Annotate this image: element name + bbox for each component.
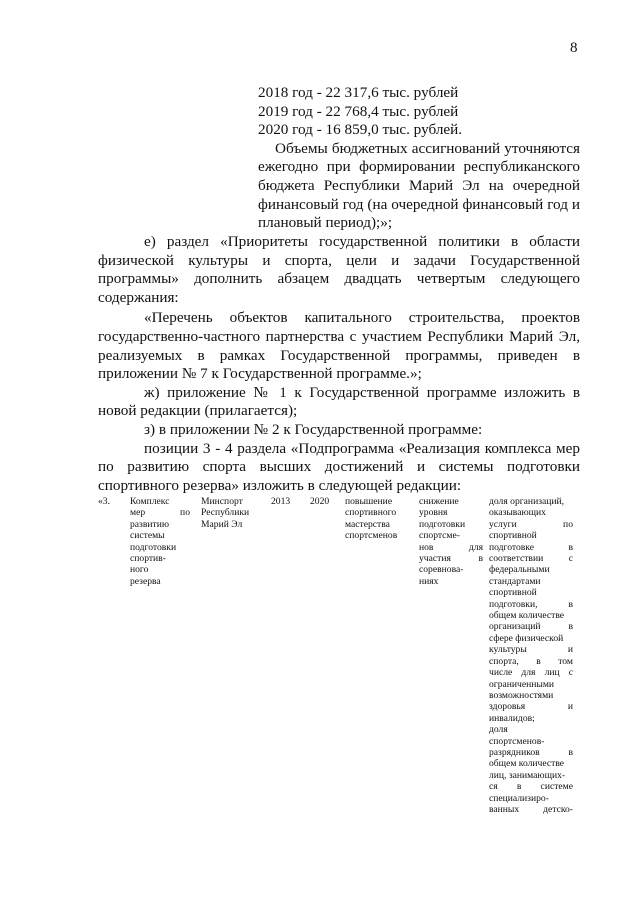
executor-line: Республики	[201, 507, 250, 519]
risk-line: подготовки	[419, 518, 466, 530]
indicators-cell	[489, 496, 573, 815]
result-line: спортсменов	[345, 530, 398, 542]
paragraph-z: з) в приложении № 2 к Государственной программе:	[144, 420, 483, 438]
paragraph-positions: позиции 3 - 4 раздела «Подпрограмма «Реализация комплекса мер по развитию спорта высших достижений и системы подготовки спортивного резерва» изложить в следующей редакции:	[98, 439, 580, 494]
indicator-line: спортсменов-	[489, 735, 545, 747]
result-line: мастерства	[345, 518, 390, 530]
indicator-line: общем количестве	[489, 610, 565, 622]
indicator-line: соответствии с	[489, 553, 573, 565]
indicator-line: культуры и	[489, 644, 573, 656]
executor-line: Минспорт	[201, 496, 243, 507]
executor-line: Марий Эл	[201, 518, 243, 530]
risk-line: ниях	[419, 575, 439, 587]
risk-line: соревнова-	[419, 564, 464, 576]
program-table-row	[98, 496, 580, 891]
risk-line: спортсме-	[419, 530, 460, 542]
indicator-line: ся в системе	[489, 781, 573, 793]
start-year: 2013	[271, 496, 291, 507]
indicator-line: лиц, занимающих-	[489, 769, 566, 781]
measure-name-line: мер по	[130, 507, 190, 519]
measure-name-line: развитию	[130, 518, 170, 530]
indicator-line: спортивной	[489, 587, 537, 599]
indicator-line: числе для лиц с	[489, 667, 573, 679]
indicator-line: доля	[489, 724, 508, 736]
indicator-line: услуги по	[489, 518, 573, 530]
measure-name-line: подготовки	[130, 541, 177, 553]
indicator-line: ванных детско-	[489, 803, 573, 815]
indicator-line: оказывающих	[489, 507, 546, 519]
indicator-line: специализиро-	[489, 792, 549, 804]
funding-line: 2018 год - 22 317,6 тыс. рублей	[258, 84, 459, 101]
risk-line: снижение	[419, 496, 459, 507]
risk-line: участия в	[419, 553, 483, 565]
risk-line: уровня	[419, 507, 448, 519]
funding-block	[258, 84, 580, 233]
executor-cell	[201, 496, 263, 530]
indicator-line: стандартами	[489, 575, 541, 587]
funding-line: 2020 год - 16 859,0 тыс. рублей.	[258, 121, 463, 139]
measure-name-line: ного	[130, 564, 149, 576]
indicator-line: общем количестве	[489, 758, 565, 770]
page-number: 8	[570, 40, 578, 56]
indicator-line: инвалидов;	[489, 712, 535, 724]
indicator-line: разрядников в	[489, 746, 573, 758]
indicator-line: доля организаций,	[489, 496, 565, 507]
indicator-line: здоровья и	[489, 701, 573, 713]
paragraph-e: е) раздел «Приоритеты государственной политики в области физической культуры и спорта, цели и задачи Государственной программы» дополнить абзацем двадцать четвертым следующего содержания:	[98, 233, 580, 306]
funding-note: Объемы бюджетных ассигнований уточняются ежегодно при формировании республиканского бюджета Республики Марий Эл на очередной финансовый год (на очередной финансовый год и плановый период);»;	[258, 139, 580, 232]
measure-name-line: системы	[130, 530, 165, 542]
paragraph-zh: ж) приложение № 1 к Государственной программе изложить в новой редакции (прилагается);	[98, 383, 580, 420]
amendment-text	[98, 233, 580, 495]
result-line: повышение	[345, 496, 393, 507]
paragraph-list-objects: «Перечень объектов капитального строительства, проектов государственно-частного партнерства с участием Республики Марий Эл, реализуемых в рамках Государственной программы, приведен в приложении № 7 к Государственной программе.»;	[98, 309, 580, 383]
measure-name-line: спортив-	[130, 553, 166, 565]
row-number: «3.	[98, 496, 110, 507]
result-line: спортивного	[345, 507, 397, 519]
indicator-line: спортивной	[489, 530, 537, 542]
risks-cell	[419, 496, 483, 587]
indicator-line: спорта, в том	[489, 655, 573, 667]
indicator-line: возможностями	[489, 689, 554, 701]
measure-name-line: резерва	[130, 575, 161, 587]
indicator-line: федеральными	[489, 564, 550, 576]
end-year: 2020	[310, 496, 330, 507]
indicator-line: ограниченными	[489, 678, 555, 690]
measure-name-cell	[130, 496, 190, 587]
indicator-line: подготовки, в	[489, 598, 573, 610]
expected-result-cell	[345, 496, 411, 542]
measure-name-line: Комплекс	[130, 496, 170, 507]
indicator-line: подготовке в	[489, 541, 573, 553]
indicator-line: организаций в	[489, 621, 573, 633]
funding-line: 2019 год - 22 768,4 тыс. рублей	[258, 102, 459, 120]
risk-line: нов для	[419, 541, 483, 553]
indicator-line: сфере физической	[489, 632, 564, 644]
